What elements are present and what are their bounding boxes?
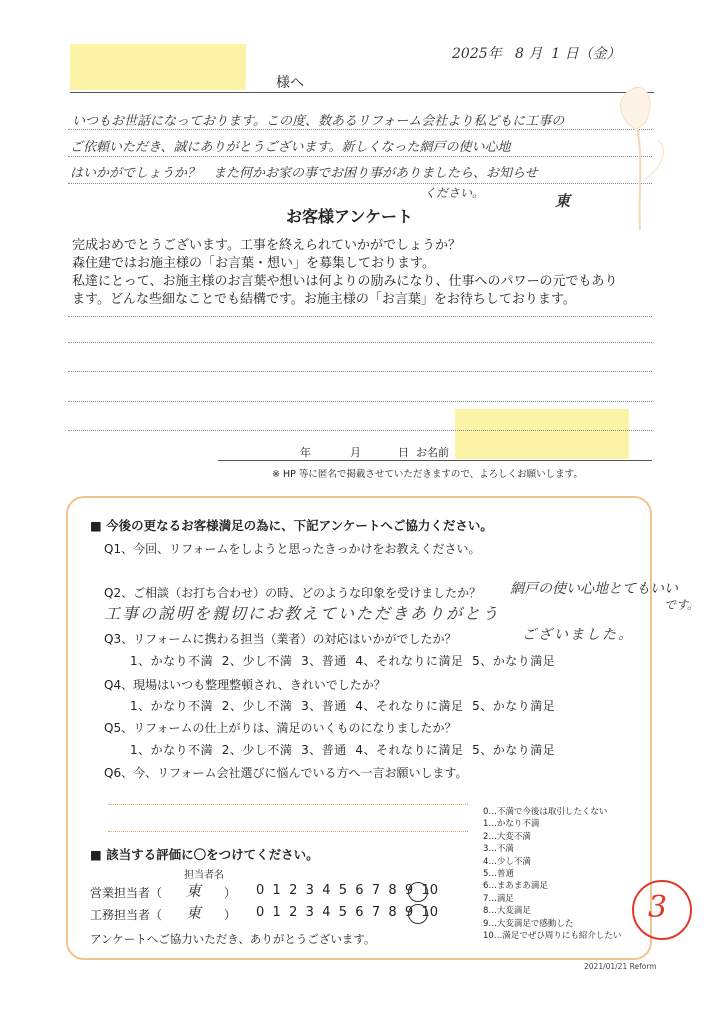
digit[interactable]: 3	[305, 883, 314, 898]
stamp-mark: 3	[648, 890, 668, 925]
question-5: Q5、リフォームの仕上がりは、満足のいくものになりましたか？	[104, 721, 457, 735]
sign-name-label: お名前	[416, 446, 449, 459]
digit[interactable]: 6	[355, 905, 364, 920]
digit[interactable]: 7	[371, 905, 381, 920]
answer-rule	[68, 316, 652, 317]
sales-staff-name: 東	[186, 882, 202, 900]
q6-answer-rule	[108, 804, 468, 805]
works-staff-name: 東	[186, 904, 202, 922]
works-staff-row: 工務担当者（	[90, 908, 163, 922]
question-2: Q2、ご相談（お打ち合わせ）の時、どのような印象を受けましたか？	[104, 586, 482, 600]
legend-item: 6…まあまあ満足	[483, 881, 548, 892]
staff-name-label: 担当者名	[184, 870, 224, 881]
digit[interactable]: 9	[404, 905, 414, 920]
addressee-label: 様へ	[276, 75, 304, 91]
redacted-signature-name	[455, 409, 629, 459]
digit[interactable]: 0	[256, 905, 265, 920]
answer-rule	[68, 371, 652, 372]
legend-item: 0…不満で今後は取引したくない	[483, 807, 608, 817]
q3-scale: 1、かなり不満 2、少し不満 3、普通 4、それなりに満足 5、かなり満足	[130, 654, 556, 668]
digit[interactable]: 3	[305, 905, 314, 920]
anonymity-note: ※ HP 等に匿名で掲載させていただきますので、よろしくお願いします。	[272, 469, 583, 480]
letter-line-2: ご依頼いただき、誠にありがとうございます。新しくなった網戸の使い心地	[70, 140, 511, 155]
digit[interactable]: 9	[404, 883, 414, 898]
sales-selected-circle	[408, 882, 428, 902]
sales-staff-row: 営業担当者（	[90, 886, 163, 900]
questionnaire-header: ■ 今後の更なるお客様満足の為に、下記アンケートへご協力ください。	[90, 518, 493, 533]
digit[interactable]: 8	[388, 905, 397, 920]
letter-line-3: はいかがでしょうか？ また何かお家の事でお困り事がありましたら、お知らせ	[70, 166, 538, 181]
q4-scale: 1、かなり不満 2、少し不満 3、普通 4、それなりに満足 5、かなり満足	[130, 699, 556, 713]
legend-item: 7…満足	[483, 893, 514, 904]
question-1: Q1、今回、リフォームをしようと思ったきっかけをお教えください。	[104, 542, 481, 556]
digit[interactable]: 5	[338, 905, 348, 920]
digit[interactable]: 7	[371, 883, 381, 898]
digit[interactable]: 5	[338, 883, 348, 898]
digit[interactable]: 6	[355, 883, 364, 898]
digit[interactable]: 10	[421, 905, 439, 920]
survey-intro-3: 私達にとって、お施主様のお言葉や想いは何よりの励みになり、仕事へのパワーの元でもあり	[72, 274, 618, 289]
survey-intro-1: 完成おめでとうございます。工事を終えられていかがでしょうか？	[72, 238, 461, 253]
legend-item: 8…大変満足	[483, 906, 531, 917]
digit[interactable]: 4	[322, 883, 331, 898]
rating-header: ■ 該当する評価に〇をつけてください。	[90, 847, 319, 862]
q2-answer-side-1: 網戸の使い心地とてもいい	[510, 581, 678, 597]
red-stamp	[632, 880, 692, 940]
legend-item: 3…不満	[483, 844, 514, 855]
digit[interactable]: 10	[421, 883, 439, 898]
works-selected-circle	[408, 904, 428, 924]
redacted-customer-name	[70, 44, 246, 90]
sign-year-label: 年	[300, 446, 311, 459]
digit[interactable]: 1	[272, 883, 281, 898]
sign-underline	[218, 460, 652, 461]
sign-day-label: 日	[398, 446, 409, 459]
question-4: Q4、現場はいつも整理整頓され、きれいでしたか？	[104, 678, 386, 692]
q6-answer-rule	[108, 831, 468, 832]
letter-signature: 東	[555, 192, 571, 210]
digit[interactable]: 2	[289, 905, 298, 920]
digit[interactable]: 8	[388, 883, 397, 898]
answer-rule	[68, 430, 652, 431]
form-version-footer: 2021/01/21 Reform	[584, 962, 657, 971]
question-6: Q6、今、リフォーム会社選びに悩んでいる方へ一言お願いします。	[104, 766, 468, 780]
answer-rule	[68, 342, 652, 343]
sign-month-label: 月	[350, 446, 361, 459]
legend-item: 10…満足でぜひ周りにも紹介したい	[483, 931, 622, 942]
letter-line-1: いつもお世話になっております。この度、数あるリフォーム会社より私どもに工事の	[72, 114, 565, 129]
addressee-underline	[70, 92, 654, 93]
thanks-message: アンケートへご協力いただき、ありがとうございます。	[90, 932, 376, 946]
legend-item: 5…普通	[483, 869, 514, 880]
flower-illustration	[600, 70, 680, 240]
letter-rule	[68, 129, 652, 130]
digit[interactable]: 1	[272, 905, 281, 920]
question-3: Q3、リフォームに携わる担当（業者）の対応はいかがでしたか？	[104, 632, 457, 646]
sales-close-paren: ）	[224, 886, 237, 900]
legend-item: 9…大変満足で感動した	[483, 918, 574, 929]
q5-scale: 1、かなり不満 2、少し不満 3、普通 4、それなりに満足 5、かなり満足	[130, 743, 556, 757]
digit[interactable]: 2	[289, 883, 298, 898]
answer-rule	[68, 401, 652, 402]
q2-answer-2: ございました。	[522, 627, 634, 643]
q2-answer: 工事の説明を親切にお教えていただきありがとう	[104, 604, 501, 623]
digit[interactable]: 4	[322, 905, 331, 920]
digit[interactable]: 0	[256, 883, 265, 898]
legend-item: 4…少し不満	[483, 856, 531, 867]
survey-intro-4: ます。どんな些細なことでも結構です。お施主様の「お言葉」をお待ちしております。	[72, 292, 576, 307]
works-close-paren: ）	[224, 908, 237, 922]
letter-rule	[68, 183, 652, 184]
survey-intro-2: 森住建ではお施主様の「お言葉・想い」を募集しております。	[72, 256, 435, 271]
letter-line-4: ください。	[424, 186, 485, 200]
survey-title: お客様アンケート	[286, 207, 414, 226]
letter-date: 2025年 8 月 1 日（金）	[452, 46, 621, 62]
letter-rule	[68, 156, 652, 157]
q2-answer-side-2: です。	[664, 598, 700, 612]
rating-legend	[483, 806, 621, 942]
legend-item: 2…大変不満	[483, 831, 531, 842]
legend-item: 1…かなり不満	[483, 819, 540, 830]
